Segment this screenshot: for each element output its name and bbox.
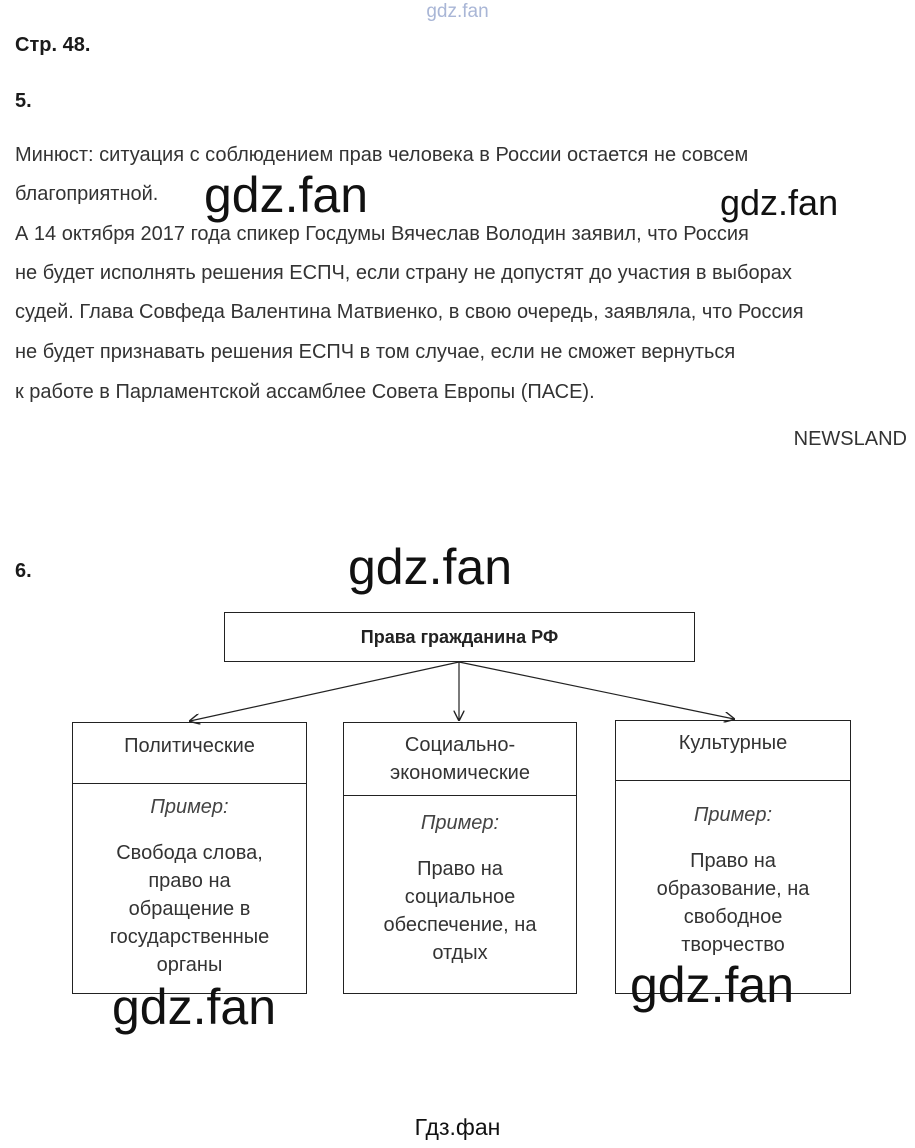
example-text: Свобода слова, право на обращение в государственные органы bbox=[109, 842, 270, 976]
category-title: Социально- экономические bbox=[344, 723, 576, 796]
example-label: Пример: bbox=[420, 812, 500, 834]
watermark: gdz.fan bbox=[112, 979, 277, 1035]
example-text: Право на образование, на свободное творчество bbox=[656, 850, 810, 956]
paragraph-line: не будет исполнять решения ЕСПЧ, если страну не допустят до участия в выборах bbox=[15, 262, 792, 284]
task5-number: 5. bbox=[15, 90, 32, 112]
example-label: Пример: bbox=[150, 796, 229, 818]
source-label: NEWSLAND bbox=[793, 428, 907, 450]
footer-label: Гдз.фан bbox=[414, 1114, 501, 1140]
arrow-left bbox=[190, 662, 459, 721]
category-box-political bbox=[72, 722, 307, 994]
watermark: gdz.fan bbox=[720, 182, 839, 223]
page-label: Стр. 48. bbox=[15, 34, 91, 56]
paragraph-line: благоприятной. bbox=[15, 183, 159, 205]
category-body bbox=[73, 793, 306, 979]
category-box-socio-economic bbox=[343, 722, 577, 994]
example-text: Право на социальное обеспечение, на отдых bbox=[383, 858, 537, 964]
category-title: Культурные bbox=[616, 721, 850, 781]
category-body bbox=[344, 809, 576, 967]
category-body bbox=[616, 801, 850, 959]
root-label: Права гражданина РФ bbox=[360, 626, 559, 647]
category-title: Политические bbox=[73, 723, 306, 784]
paragraph-line: А 14 октября 2017 года спикер Госдумы Вячеслав Володин заявил, что Россия bbox=[15, 223, 749, 245]
paragraph-line: Минюст: ситуация с соблюдением прав человека в России остается не совсем bbox=[15, 144, 749, 166]
paragraph-line: судей. Глава Совфеда Валентина Матвиенко, в свою очередь, заявляла, что Россия bbox=[15, 301, 804, 323]
watermark: gdz.fan bbox=[204, 167, 369, 223]
task6-number: 6. bbox=[15, 560, 32, 582]
example-label: Пример: bbox=[693, 804, 773, 826]
watermark: gdz.fan bbox=[348, 539, 513, 595]
root-box bbox=[224, 612, 695, 662]
arrow-right bbox=[459, 662, 734, 719]
category-box-cultural bbox=[615, 720, 851, 994]
watermark: gdz.fan bbox=[630, 957, 795, 1013]
paragraph-line: не будет признавать решения ЕСПЧ в том случае, если не сможет вернуться bbox=[15, 341, 736, 363]
watermark-top: gdz.fan bbox=[426, 1, 489, 22]
paragraph-line: к работе в Парламентской ассамблее Совета Европы (ПАСЕ). bbox=[15, 381, 595, 403]
